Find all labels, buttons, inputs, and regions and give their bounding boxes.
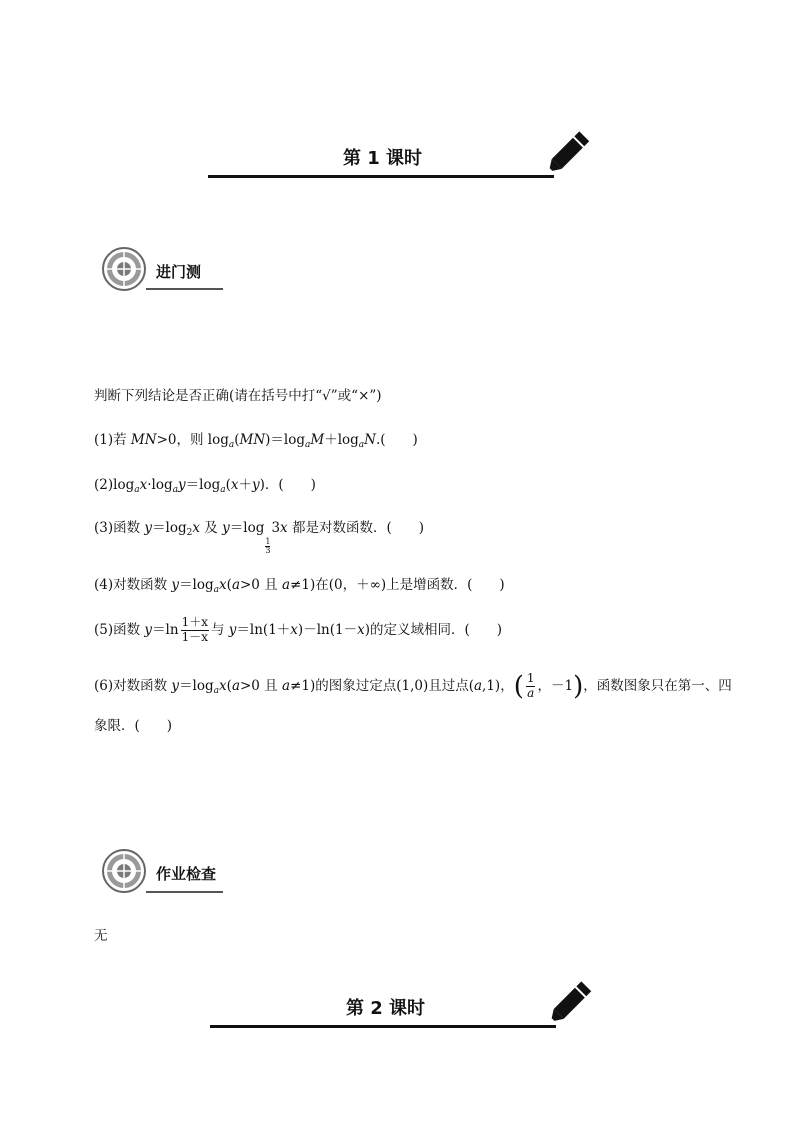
lesson-1-rule <box>208 175 554 178</box>
section-underline <box>146 891 223 893</box>
pencil-icon <box>540 126 596 182</box>
pencil-icon <box>542 976 598 1032</box>
question-6-continued: 象限．( ) <box>94 718 173 734</box>
question-4: (4)对数函数 $y=\log_ax(a>0$ 且 a≠1)在(0，＋∞)上是增函数．( ) <box>94 577 505 595</box>
question-5: (5)函数 y＝ln $\frac{1+x}{1-x}$ 与 y＝ln(1＋x)－ln(1－x)的定义域相同．( ) <box>94 615 502 644</box>
section-underline <box>146 288 223 290</box>
lesson-2-title: 第 2 课时 <box>346 998 426 1019</box>
question-1: (1)若 MN>0，则 $\log_a(MN)=\log_aM+\log_aN$.( ) <box>94 432 418 450</box>
base-fraction: $\frac{1}{3}$ <box>265 537 271 555</box>
section-label-homework-check: 作业检查 <box>156 865 217 883</box>
lesson-1-title: 第 1 课时 <box>343 148 423 169</box>
intro-text: 判断下列结论是否正确(请在括号中打“√”或“×”) <box>94 388 382 404</box>
fraction: $\frac{1}{a}$ <box>526 671 535 700</box>
question-2: $(2)\log_ax\cdot\log_ay=\log_a(x+y)$．( ) <box>94 477 316 495</box>
section-label-entry-test: 进门测 <box>156 263 202 281</box>
homework-text: 无 <box>94 928 108 944</box>
fraction: $\frac{1+x}{1-x}$ <box>181 615 208 644</box>
question-6: (6)对数函数 $y=\log_ax(a>0$ 且 a≠1)的图象过定点(1,0)且过点(a,1)，( $\frac{1}{a}$ ，－1)，函数图象只在第一、四 <box>94 671 732 702</box>
target-icon <box>101 246 147 292</box>
question-3: (3)函数 $y=\log_2x$ 及 y＝log $\frac{1}{3}$ 3x 都是对数函数．( ) <box>94 520 424 555</box>
target-icon <box>101 848 147 894</box>
lesson-2-rule <box>210 1025 556 1028</box>
